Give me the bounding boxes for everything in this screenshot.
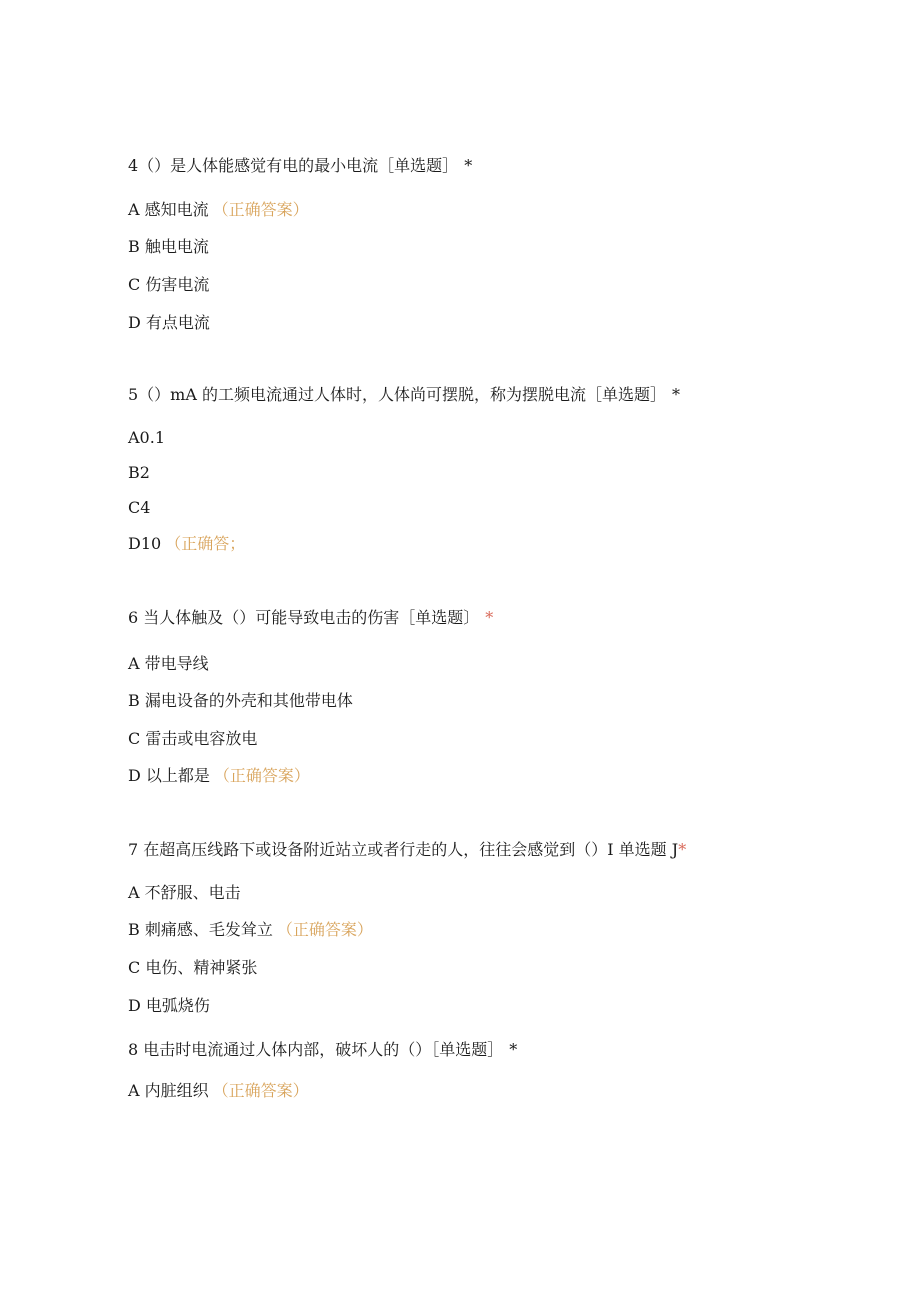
question-7-option-a <box>128 883 241 903</box>
option-text: B 漏电设备的外壳和其他带电体 <box>128 691 353 710</box>
option-text: C4 <box>128 498 151 517</box>
question-6-option-a <box>128 654 209 674</box>
option-text: C 伤害电流 <box>128 275 210 294</box>
required-star: * <box>509 1040 518 1059</box>
question-6-option-c <box>128 729 257 749</box>
required-star: * <box>678 840 687 859</box>
question-6-title <box>128 608 493 628</box>
question-4-option-c <box>128 275 209 295</box>
question-text: 8 电击时电流通过人体内部，破坏人的（）［单选题］ <box>128 1040 504 1059</box>
required-star: * <box>672 385 680 404</box>
option-text: C 电伤、精神紧张 <box>128 958 258 977</box>
question-4-option-b <box>128 237 209 257</box>
question-5-option-d <box>128 534 245 554</box>
question-7-title <box>128 840 686 860</box>
question-5-option-b <box>128 463 150 483</box>
question-8-title <box>128 1040 517 1060</box>
question-5-title <box>128 385 680 405</box>
question-5-option-c <box>128 498 150 518</box>
question-7-option-b <box>128 920 373 940</box>
option-text: A0.1 <box>128 428 165 447</box>
option-text: A 内脏组织 <box>128 1081 209 1100</box>
question-4-option-d <box>128 313 210 333</box>
question-6-option-b <box>128 691 353 711</box>
option-text: B 刺痛感、毛发耸立 <box>128 920 273 939</box>
question-text: 5（）mA 的工频电流通过人体时，人体尚可摆脱，称为摆脱电流［单选题］ <box>128 385 666 404</box>
correct-answer-note: （正确答案） <box>212 1081 309 1100</box>
option-text: B2 <box>128 463 150 482</box>
option-text: D 电弧烧伤 <box>128 996 210 1015</box>
question-text: 7 在超高压线路下或设备附近站立或者行走的人，往往会感觉到（）I 单选题 J <box>128 840 679 859</box>
question-text: 6 当人体触及（）可能导致电击的伤害［单选题〕 <box>128 608 480 627</box>
option-text: C 雷击或电容放电 <box>128 729 258 748</box>
question-7-option-c <box>128 958 257 978</box>
option-text: A 带电导线 <box>128 654 209 673</box>
option-text: D 有点电流 <box>128 313 210 332</box>
required-star: * <box>464 156 473 175</box>
question-8-option-a <box>128 1081 309 1101</box>
required-star: * <box>485 608 494 627</box>
correct-answer-note: （正确答案） <box>276 920 373 939</box>
option-text: A 不舒服、电击 <box>128 883 241 902</box>
question-text: 4（）是人体能感觉有电的最小电流［单选题］ <box>128 156 459 175</box>
question-4-title <box>128 156 472 176</box>
option-text: B 触电电流 <box>128 237 209 256</box>
option-text: D 以上都是 <box>128 766 210 785</box>
correct-answer-note: （正确答案） <box>213 766 310 785</box>
option-text: A 感知电流 <box>128 200 209 219</box>
correct-answer-note: （正确答案） <box>212 200 309 219</box>
question-4-option-a <box>128 200 309 220</box>
question-6-option-d <box>128 766 310 786</box>
question-7-option-d <box>128 996 210 1016</box>
question-5-option-a <box>128 428 165 448</box>
correct-answer-note: （正确答； <box>165 534 246 553</box>
option-text: D10 <box>128 534 162 553</box>
